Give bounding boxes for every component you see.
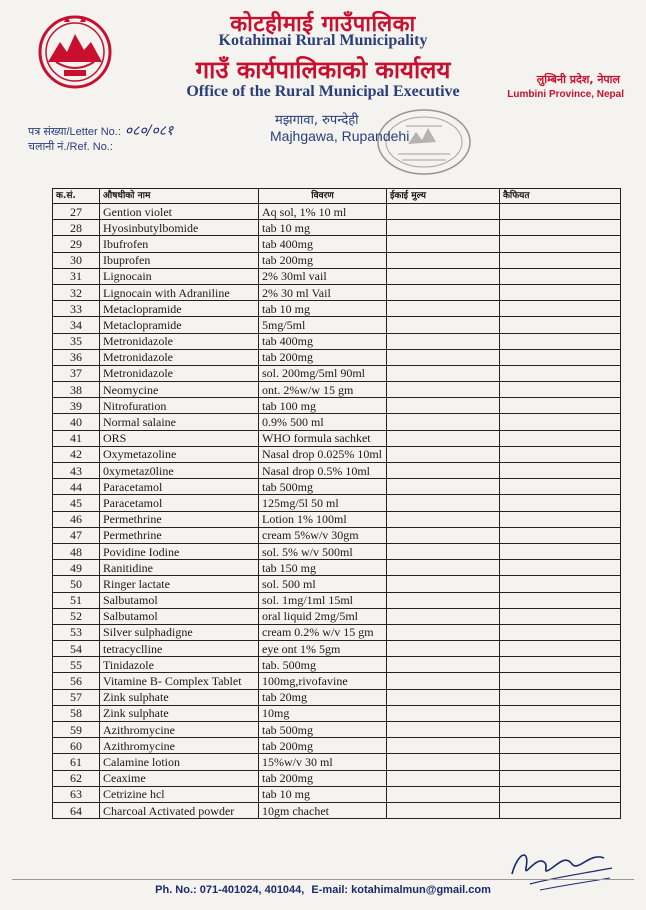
- cell-serial: 29: [53, 236, 100, 252]
- table-row: [53, 576, 621, 592]
- cell-remarks: [500, 463, 621, 479]
- cell-medicine-name: Charcoal Activated powder: [100, 802, 259, 818]
- cell-serial: 47: [53, 527, 100, 543]
- table-row: [53, 527, 621, 543]
- cell-description: 5mg/5ml: [259, 317, 387, 333]
- cell-medicine-name: tetracyclline: [100, 641, 259, 657]
- footer-email: E-mail: kotahimalmun@gmail.com: [311, 884, 491, 896]
- cell-unit-price: [387, 204, 500, 220]
- letter-number: [28, 121, 173, 140]
- cell-serial: 30: [53, 252, 100, 268]
- cell-remarks: [500, 220, 621, 236]
- cell-description: tab 200mg: [259, 349, 387, 365]
- cell-description: WHO formula sachket: [259, 430, 387, 446]
- cell-remarks: [500, 624, 621, 640]
- cell-remarks: [500, 770, 621, 786]
- cell-medicine-name: Ibufrofen: [100, 236, 259, 252]
- medicine-price-table: [52, 188, 621, 819]
- cell-remarks: [500, 252, 621, 268]
- cell-unit-price: [387, 641, 500, 657]
- cell-medicine-name: Povidine Iodine: [100, 543, 259, 559]
- cell-unit-price: [387, 446, 500, 462]
- table-row: [53, 641, 621, 657]
- cell-description: tab 200mg: [259, 770, 387, 786]
- table-row: [53, 463, 621, 479]
- cell-remarks: [500, 592, 621, 608]
- cell-unit-price: [387, 576, 500, 592]
- cell-unit-price: [387, 252, 500, 268]
- header-description: विवरण: [259, 189, 387, 204]
- cell-serial: 50: [53, 576, 100, 592]
- cell-serial: 63: [53, 786, 100, 802]
- table-row: [53, 673, 621, 689]
- cell-medicine-name: 0xymetaz0line: [100, 463, 259, 479]
- cell-unit-price: [387, 722, 500, 738]
- cell-unit-price: [387, 592, 500, 608]
- municipality-name-nepali: कोटहीमाई गाउँपालिका: [230, 12, 416, 37]
- cell-serial: 33: [53, 301, 100, 317]
- cell-description: 125mg/5l 50 ml: [259, 495, 387, 511]
- cell-serial: 31: [53, 268, 100, 284]
- cell-medicine-name: Nitrofuration: [100, 398, 259, 414]
- cell-serial: 46: [53, 511, 100, 527]
- cell-medicine-name: Silver sulphadigne: [100, 624, 259, 640]
- cell-unit-price: [387, 317, 500, 333]
- cell-unit-price: [387, 398, 500, 414]
- cell-medicine-name: Azithromycine: [100, 738, 259, 754]
- cell-serial: 54: [53, 641, 100, 657]
- cell-medicine-name: ORS: [100, 430, 259, 446]
- cell-serial: 51: [53, 592, 100, 608]
- reference-number-label: चलानी नं./Ref. No.:: [28, 141, 113, 153]
- cell-description: 10gm chachet: [259, 802, 387, 818]
- cell-unit-price: [387, 301, 500, 317]
- table-row: [53, 754, 621, 770]
- header-remarks: कैफियत: [500, 189, 621, 204]
- table-row: [53, 398, 621, 414]
- cell-medicine-name: Salbutamol: [100, 592, 259, 608]
- table-row: [53, 705, 621, 721]
- table-row: [53, 365, 621, 381]
- cell-serial: 42: [53, 446, 100, 462]
- cell-medicine-name: Oxymetazoline: [100, 446, 259, 462]
- cell-description: tab. 500mg: [259, 657, 387, 673]
- cell-remarks: [500, 382, 621, 398]
- cell-medicine-name: Gention violet: [100, 204, 259, 220]
- footer-contact: [0, 884, 646, 896]
- cell-remarks: [500, 689, 621, 705]
- cell-unit-price: [387, 543, 500, 559]
- cell-serial: 37: [53, 365, 100, 381]
- cell-description: tab 100 mg: [259, 398, 387, 414]
- office-name-nepali: गाउँ कार्यपालिकाको कार्यालय: [195, 56, 451, 84]
- cell-description: 0.9% 500 ml: [259, 414, 387, 430]
- cell-description: sol. 5% w/v 500ml: [259, 543, 387, 559]
- cell-description: 100mg,rivofavine: [259, 673, 387, 689]
- cell-description: tab 20mg: [259, 689, 387, 705]
- address-nepali: मझगावा, रुपन्देही: [275, 113, 359, 128]
- cell-remarks: [500, 722, 621, 738]
- letter-number-value: ०८०/०८१: [124, 123, 174, 139]
- cell-serial: 64: [53, 802, 100, 818]
- cell-remarks: [500, 479, 621, 495]
- province-english: Lumbini Province, Nepal: [507, 89, 624, 100]
- cell-serial: 56: [53, 673, 100, 689]
- cell-serial: 61: [53, 754, 100, 770]
- cell-unit-price: [387, 770, 500, 786]
- table-body: [53, 204, 621, 819]
- cell-unit-price: [387, 268, 500, 284]
- cell-remarks: [500, 284, 621, 300]
- cell-medicine-name: Ceaxime: [100, 770, 259, 786]
- cell-medicine-name: Permethrine: [100, 527, 259, 543]
- header-unit-price: ईकाई मुल्य: [387, 189, 500, 204]
- cell-medicine-name: Paracetamol: [100, 479, 259, 495]
- cell-description: tab 500mg: [259, 479, 387, 495]
- table-row: [53, 543, 621, 559]
- table-row: [53, 301, 621, 317]
- table-row: [53, 770, 621, 786]
- cell-remarks: [500, 204, 621, 220]
- cell-description: cream 0.2% w/v 15 gm: [259, 624, 387, 640]
- cell-description: tab 10 mg: [259, 220, 387, 236]
- table-row: [53, 268, 621, 284]
- cell-description: Nasal drop 0.025% 10ml: [259, 446, 387, 462]
- cell-remarks: [500, 268, 621, 284]
- cell-serial: 44: [53, 479, 100, 495]
- cell-remarks: [500, 673, 621, 689]
- cell-remarks: [500, 754, 621, 770]
- cell-remarks: [500, 560, 621, 576]
- cell-medicine-name: Metronidazole: [100, 349, 259, 365]
- cell-medicine-name: Metaclopramide: [100, 317, 259, 333]
- cell-serial: 43: [53, 463, 100, 479]
- cell-medicine-name: Ibuprofen: [100, 252, 259, 268]
- cell-medicine-name: Cetrizine hcl: [100, 786, 259, 802]
- cell-description: 2% 30 ml Vail: [259, 284, 387, 300]
- table-row: [53, 446, 621, 462]
- cell-unit-price: [387, 333, 500, 349]
- cell-remarks: [500, 543, 621, 559]
- cell-description: cream 5%w/v 30gm: [259, 527, 387, 543]
- cell-medicine-name: Normal salaine: [100, 414, 259, 430]
- cell-medicine-name: Zink sulphate: [100, 705, 259, 721]
- cell-unit-price: [387, 802, 500, 818]
- cell-unit-price: [387, 527, 500, 543]
- footer-divider: [12, 879, 634, 880]
- table-row: [53, 382, 621, 398]
- table-row: [53, 252, 621, 268]
- cell-remarks: [500, 430, 621, 446]
- cell-medicine-name: Permethrine: [100, 511, 259, 527]
- table-row: [53, 333, 621, 349]
- cell-medicine-name: Azithromycine: [100, 722, 259, 738]
- cell-description: tab 10 mg: [259, 301, 387, 317]
- table-row: [53, 495, 621, 511]
- table-row: [53, 479, 621, 495]
- cell-description: tab 200mg: [259, 738, 387, 754]
- cell-serial: 40: [53, 414, 100, 430]
- cell-serial: 28: [53, 220, 100, 236]
- cell-medicine-name: Lignocain: [100, 268, 259, 284]
- cell-serial: 49: [53, 560, 100, 576]
- cell-unit-price: [387, 220, 500, 236]
- cell-serial: 35: [53, 333, 100, 349]
- cell-remarks: [500, 608, 621, 624]
- table-row: [53, 802, 621, 818]
- cell-unit-price: [387, 608, 500, 624]
- cell-serial: 36: [53, 349, 100, 365]
- address-english: Majhgawa, Rupandehi: [270, 128, 410, 144]
- cell-unit-price: [387, 365, 500, 381]
- cell-description: 10mg: [259, 705, 387, 721]
- cell-remarks: [500, 786, 621, 802]
- table-row: [53, 349, 621, 365]
- cell-serial: 48: [53, 543, 100, 559]
- province-nepali: लुम्बिनी प्रदेश, नेपाल: [536, 73, 620, 86]
- table-row: [53, 786, 621, 802]
- cell-remarks: [500, 398, 621, 414]
- cell-serial: 53: [53, 624, 100, 640]
- cell-medicine-name: Vitamine B- Complex Tablet: [100, 673, 259, 689]
- cell-remarks: [500, 495, 621, 511]
- cell-serial: 59: [53, 722, 100, 738]
- cell-unit-price: [387, 689, 500, 705]
- cell-unit-price: [387, 236, 500, 252]
- cell-unit-price: [387, 414, 500, 430]
- cell-medicine-name: Zink sulphate: [100, 689, 259, 705]
- cell-unit-price: [387, 479, 500, 495]
- cell-remarks: [500, 657, 621, 673]
- cell-serial: 45: [53, 495, 100, 511]
- cell-remarks: [500, 705, 621, 721]
- cell-description: oral liquid 2mg/5ml: [259, 608, 387, 624]
- table-row: [53, 511, 621, 527]
- cell-unit-price: [387, 511, 500, 527]
- table-row: [53, 624, 621, 640]
- cell-description: sol. 1mg/1ml 15ml: [259, 592, 387, 608]
- cell-description: tab 150 mg: [259, 560, 387, 576]
- cell-remarks: [500, 576, 621, 592]
- cell-serial: 60: [53, 738, 100, 754]
- cell-remarks: [500, 527, 621, 543]
- cell-medicine-name: Calamine lotion: [100, 754, 259, 770]
- cell-unit-price: [387, 657, 500, 673]
- table-row: [53, 430, 621, 446]
- cell-unit-price: [387, 754, 500, 770]
- cell-serial: 38: [53, 382, 100, 398]
- cell-serial: 32: [53, 284, 100, 300]
- cell-unit-price: [387, 463, 500, 479]
- header-serial: क.सं.: [53, 189, 100, 204]
- cell-description: 15%w/v 30 ml: [259, 754, 387, 770]
- cell-unit-price: [387, 673, 500, 689]
- cell-remarks: [500, 333, 621, 349]
- cell-unit-price: [387, 382, 500, 398]
- cell-medicine-name: Paracetamol: [100, 495, 259, 511]
- cell-description: sol. 500 ml: [259, 576, 387, 592]
- cell-remarks: [500, 641, 621, 657]
- cell-description: Nasal drop 0.5% 10ml: [259, 463, 387, 479]
- cell-serial: 57: [53, 689, 100, 705]
- footer-phone: Ph. No.: 071-401024, 401044,: [155, 884, 305, 896]
- table-row: [53, 236, 621, 252]
- cell-description: tab 400mg: [259, 333, 387, 349]
- cell-serial: 52: [53, 608, 100, 624]
- cell-unit-price: [387, 349, 500, 365]
- cell-medicine-name: Hyosinbutylbomide: [100, 220, 259, 236]
- cell-serial: 39: [53, 398, 100, 414]
- table-row: [53, 657, 621, 673]
- cell-remarks: [500, 236, 621, 252]
- cell-unit-price: [387, 624, 500, 640]
- cell-unit-price: [387, 495, 500, 511]
- cell-serial: 55: [53, 657, 100, 673]
- cell-medicine-name: Tinidazole: [100, 657, 259, 673]
- cell-remarks: [500, 317, 621, 333]
- cell-medicine-name: Metronidazole: [100, 333, 259, 349]
- cell-unit-price: [387, 430, 500, 446]
- cell-serial: 34: [53, 317, 100, 333]
- table-row: [53, 220, 621, 236]
- cell-description: tab 500mg: [259, 722, 387, 738]
- table-row: [53, 284, 621, 300]
- cell-serial: 41: [53, 430, 100, 446]
- municipality-name-english: Kotahimai Rural Municipality: [218, 32, 428, 49]
- cell-unit-price: [387, 284, 500, 300]
- table-row: [53, 317, 621, 333]
- cell-medicine-name: Metronidazole: [100, 365, 259, 381]
- table-row: [53, 414, 621, 430]
- header-medicine-name: औषधीको नाम: [100, 189, 259, 204]
- cell-serial: 62: [53, 770, 100, 786]
- cell-remarks: [500, 802, 621, 818]
- table-row: [53, 560, 621, 576]
- cell-remarks: [500, 511, 621, 527]
- cell-remarks: [500, 349, 621, 365]
- cell-remarks: [500, 365, 621, 381]
- cell-medicine-name: Lignocain with Adraniline: [100, 284, 259, 300]
- table-row: [53, 738, 621, 754]
- cell-remarks: [500, 446, 621, 462]
- cell-unit-price: [387, 705, 500, 721]
- cell-unit-price: [387, 560, 500, 576]
- table-row: [53, 204, 621, 220]
- cell-unit-price: [387, 738, 500, 754]
- letter-number-label: पत्र संख्या/Letter No.:: [28, 126, 121, 138]
- office-name-english: Office of the Rural Municipal Executive: [186, 83, 460, 100]
- cell-description: eye ont 1% 5gm: [259, 641, 387, 657]
- cell-medicine-name: Neomycine: [100, 382, 259, 398]
- table-row: [53, 722, 621, 738]
- cell-description: tab 400mg: [259, 236, 387, 252]
- cell-description: ont. 2%w/w 15 gm: [259, 382, 387, 398]
- cell-unit-price: [387, 786, 500, 802]
- table-row: [53, 592, 621, 608]
- cell-serial: 27: [53, 204, 100, 220]
- cell-medicine-name: Ringer lactate: [100, 576, 259, 592]
- table-row: [53, 608, 621, 624]
- table-row: [53, 689, 621, 705]
- cell-medicine-name: Metaclopramide: [100, 301, 259, 317]
- cell-description: Lotion 1% 100ml: [259, 511, 387, 527]
- cell-description: 2% 30ml vail: [259, 268, 387, 284]
- cell-description: Aq sol, 1% 10 ml: [259, 204, 387, 220]
- cell-description: tab 200mg: [259, 252, 387, 268]
- cell-remarks: [500, 414, 621, 430]
- table-header-row: [53, 189, 621, 204]
- cell-serial: 58: [53, 705, 100, 721]
- cell-remarks: [500, 738, 621, 754]
- cell-description: sol. 200mg/5ml 90ml: [259, 365, 387, 381]
- cell-medicine-name: Salbutamol: [100, 608, 259, 624]
- cell-description: tab 10 mg: [259, 786, 387, 802]
- cell-medicine-name: Ranitidine: [100, 560, 259, 576]
- cell-remarks: [500, 301, 621, 317]
- official-stamp-icon: [368, 104, 476, 182]
